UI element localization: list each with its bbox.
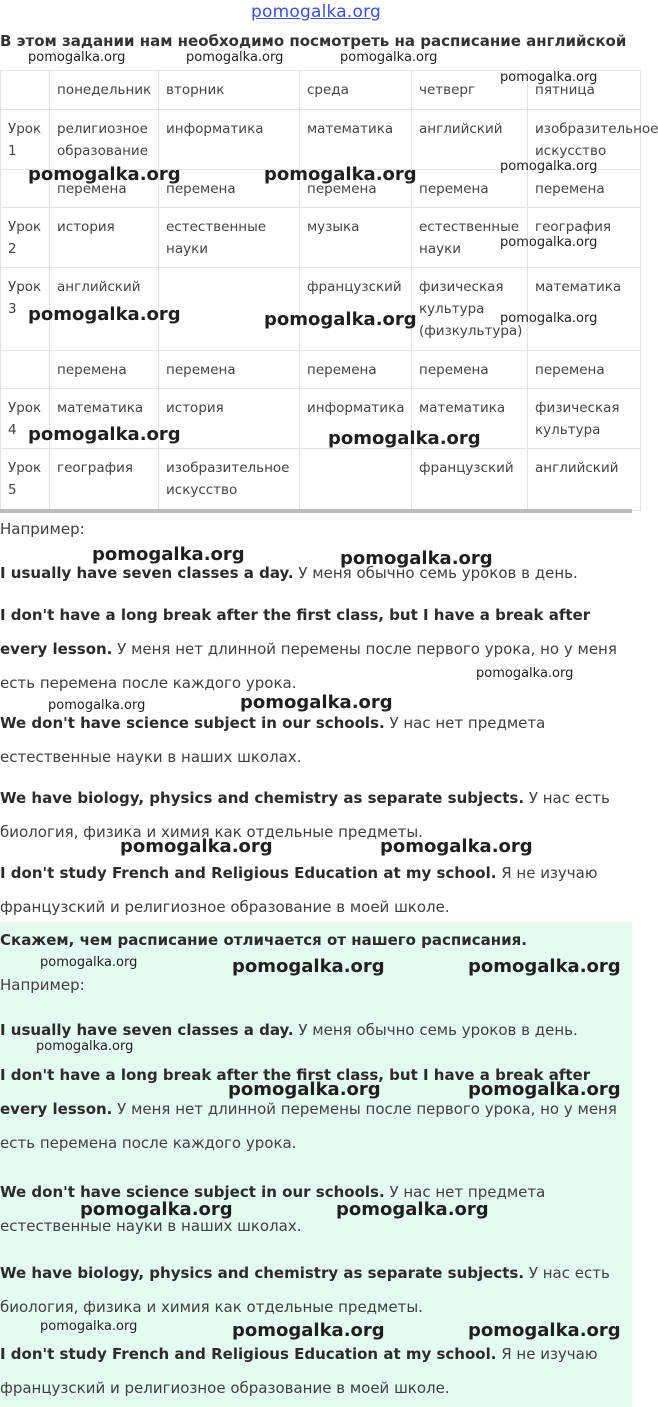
table-cell: перемена (528, 351, 641, 389)
example-label: Например: (0, 976, 85, 994)
example-paragraph (0, 598, 632, 700)
table-cell: французский (300, 268, 412, 351)
example-paragraph (0, 856, 632, 924)
watermark-text: pomogalka.org (328, 428, 481, 449)
english-sentence: We have biology, physics and chemistry as separate subjects. (0, 1264, 525, 1282)
example-paragraph (0, 781, 632, 849)
table-cell: естественные науки (412, 208, 528, 268)
english-sentence: I don't study French and Religious Education at my school. (0, 864, 497, 882)
table-cell: перемена (528, 170, 641, 208)
watermark-text: pomogalka.org (240, 692, 393, 713)
watermark-text: pomogalka.org (120, 836, 273, 857)
watermark-text: pomogalka.org (232, 1320, 385, 1341)
table-row (1, 389, 641, 449)
watermark-text: pomogalka.org (500, 311, 598, 326)
watermark-text: pomogalka.org (40, 955, 138, 970)
table-corner-cell (1, 71, 50, 110)
day-header: четверг (412, 71, 528, 110)
watermark-text: pomogalka.org (40, 1319, 138, 1334)
table-cell: информатика (300, 389, 412, 449)
lesson-label (1, 170, 50, 208)
example-paragraph (0, 706, 632, 774)
lesson-label: Урок 5 (1, 449, 50, 511)
watermark-text: pomogalka.org (500, 159, 598, 174)
english-sentence: We don't have science subject in our schools. (0, 714, 385, 732)
watermark-text: pomogalka.org (232, 956, 385, 977)
example-paragraph (0, 1337, 632, 1405)
english-sentence: We don't have science subject in our schools. (0, 1183, 385, 1201)
russian-translation: У меня обычно семь уроков в день. (298, 564, 578, 582)
example-paragraph (0, 1058, 632, 1160)
russian-translation: У меня нет длинной перемены после первого урока, но у меня есть перемена после каждого урока. (0, 640, 617, 692)
table-cell (300, 449, 412, 511)
schedule-table (0, 70, 658, 511)
table-row (1, 268, 641, 351)
russian-translation: У нас есть биология, физика и химия как отдельные предметы. (0, 789, 610, 841)
watermark-text: pomogalka.org (186, 50, 284, 65)
table-cell: религиозное образование (50, 110, 159, 170)
english-sentence: I don't have a long break after the first class, but I have a break after every lesson. (0, 606, 591, 658)
table-cell: французский (412, 449, 528, 511)
lesson-label: Урок 4 (1, 389, 50, 449)
russian-translation: Я не изучаю французский и религиозное образование в моей школе. (0, 1345, 598, 1397)
watermark-text: pomogalka.org (228, 1079, 381, 1100)
watermark-text: pomogalka.org (28, 50, 126, 65)
table-cell: перемена (412, 351, 528, 389)
table-cell (159, 268, 300, 351)
table-cell: перемена (159, 170, 300, 208)
table-cell: математика (300, 110, 412, 170)
table-cell: перемена (159, 351, 300, 389)
table-cell: физическая культура (528, 389, 641, 449)
day-header: пятница (528, 71, 641, 110)
table-cell: физическая культура (физкультура) (412, 268, 528, 351)
table-cell: перемена (50, 170, 159, 208)
example-paragraph (0, 1175, 632, 1243)
lesson-label: Урок 1 (1, 110, 50, 170)
english-sentence: I usually have seven classes a day. (0, 1021, 294, 1039)
watermark-text: pomogalka.org (468, 956, 621, 977)
watermark-text: pomogalka.org (36, 1039, 134, 1054)
table-cell: информатика (159, 110, 300, 170)
table-cell: история (50, 208, 159, 268)
task-heading: В этом задании нам необходимо посмотреть на расписание английской (0, 32, 627, 50)
watermark-text: pomogalka.org (264, 164, 417, 185)
table-cell: математика (412, 389, 528, 449)
table-cell: география (528, 208, 641, 268)
table-cell: география (50, 449, 159, 511)
english-sentence: I usually have seven classes a day. (0, 564, 294, 582)
watermark-text: pomogalka.org (380, 836, 533, 857)
russian-translation: У нас есть биология, физика и химия как отдельные предметы. (0, 1264, 610, 1316)
table-cell: изобразительное искусство (528, 110, 641, 170)
watermark-text: pomogalka.org (48, 698, 146, 713)
table-cell: естественные науки (159, 208, 300, 268)
table-row (1, 351, 641, 389)
watermark-text: pomogalka.org (28, 424, 181, 445)
watermark-text: pomogalka.org (80, 1199, 233, 1220)
english-sentence: We have biology, physics and chemistry as separate subjects. (0, 789, 525, 807)
table-header-row (1, 71, 641, 110)
russian-translation: У нас нет предмета естественные науки в наших школах. (0, 1183, 546, 1235)
watermark-text: pomogalka.org (340, 50, 438, 65)
table-cell: английский (528, 449, 641, 511)
watermark-text: pomogalka.org (476, 666, 574, 681)
section-title: Скажем, чем расписание отличается от нашего расписания. (0, 931, 527, 949)
table-cell: перемена (300, 170, 412, 208)
watermark-text: pomogalka.org (28, 164, 181, 185)
example-paragraph (0, 1013, 632, 1047)
table-cell: английский (50, 268, 159, 351)
table-cell: английский (412, 110, 528, 170)
watermark-text: pomogalka.org (468, 1320, 621, 1341)
example-paragraph (0, 1256, 632, 1324)
table-cell: математика (50, 389, 159, 449)
russian-translation: У меня нет длинной перемены после первого урока, но у меня есть перемена после каждого урока. (0, 1100, 617, 1152)
table-row (1, 170, 641, 208)
english-sentence: I don't study French and Religious Education at my school. (0, 1345, 497, 1363)
table-row (1, 208, 641, 268)
watermark-text: pomogalka.org (500, 70, 598, 85)
watermark-text: pomogalka.org (468, 1079, 621, 1100)
day-header: вторник (159, 71, 300, 110)
watermark-text: pomogalka.org (500, 235, 598, 250)
watermark-text: pomogalka.org (92, 544, 245, 565)
table-cell: математика (528, 268, 641, 351)
table-cell: музыка (300, 208, 412, 268)
lesson-label: Урок 3 (1, 268, 50, 351)
watermark-text: pomogalka.org (336, 1199, 489, 1220)
highlight-section-background (0, 922, 632, 1407)
russian-translation: У меня обычно семь уроков в день. (298, 1021, 578, 1039)
table-scrollbar[interactable] (0, 509, 632, 513)
site-logo-link[interactable]: pomogalka.org (251, 2, 381, 22)
english-sentence: I don't have a long break after the first class, but I have a break after every lesson. (0, 1066, 591, 1118)
table-row (1, 449, 641, 511)
lesson-label: Урок 2 (1, 208, 50, 268)
table-cell: изобразительное искусство (159, 449, 300, 511)
watermark-text: pomogalka.org (264, 309, 417, 330)
example-paragraph (0, 556, 632, 590)
table-cell: перемена (412, 170, 528, 208)
day-header: среда (300, 71, 412, 110)
table-cell: перемена (50, 351, 159, 389)
russian-translation: Я не изучаю французский и религиозное образование в моей школе. (0, 864, 598, 916)
table-cell: история (159, 389, 300, 449)
watermark-text: pomogalka.org (340, 548, 493, 569)
example-label: Например: (0, 520, 85, 538)
day-header: понедельник (50, 71, 159, 110)
table-row (1, 110, 641, 170)
lesson-label (1, 351, 50, 389)
watermark-text: pomogalka.org (28, 304, 181, 325)
table-cell: перемена (300, 351, 412, 389)
russian-translation: У нас нет предмета естественные науки в наших школах. (0, 714, 546, 766)
